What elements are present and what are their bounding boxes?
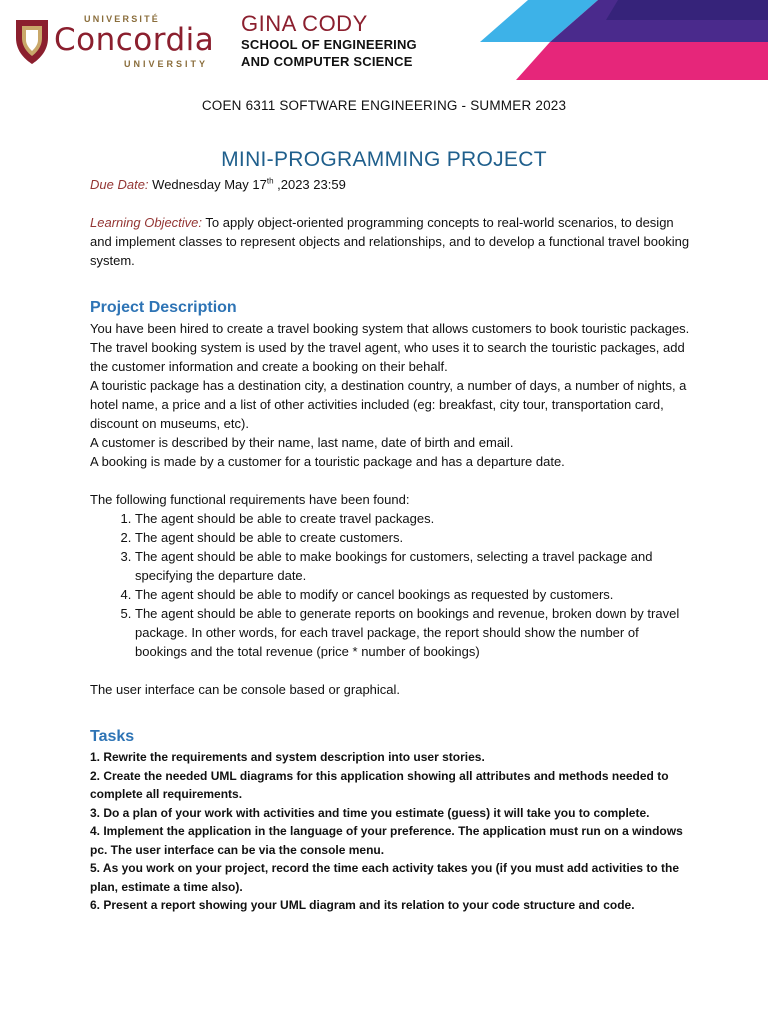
task-item: 6. Present a report showing your UML diagram and its relation to your code structure and code. bbox=[90, 898, 635, 912]
project-description-heading: Project Description bbox=[90, 299, 237, 316]
requirement-item: 2. The agent should be able to create customers. bbox=[135, 528, 690, 547]
course-line: COEN 6311 SOFTWARE ENGINEERING - SUMMER 2023 bbox=[201, 98, 567, 113]
ui-note: The user interface can be console based or graphical. bbox=[90, 682, 401, 697]
requirement-item: 1. The agent should be able to create travel packages. bbox=[135, 509, 690, 528]
logo-wordmark: Concordia bbox=[54, 22, 215, 58]
tasks-heading: Tasks bbox=[90, 728, 135, 745]
due-date-label: Due Date: bbox=[90, 177, 149, 192]
task-item: 3. Do a plan of your work with activities and time you estimate (guess) it will take you to complete. bbox=[90, 805, 650, 820]
school-name: GINA CODY bbox=[241, 11, 368, 36]
header-banner-graphic bbox=[458, 0, 768, 80]
task-item: 1. Rewrite the requirements and system description into user stories. bbox=[90, 750, 485, 764]
task-item: 5. As you work on your project, record the time each activity takes you (if you must add activities to the plan, estimate a time also). bbox=[90, 861, 680, 894]
tasks-list bbox=[90, 748, 690, 915]
project-paragraph-3: A customer is described by their name, last name, date of birth and email. bbox=[90, 435, 514, 450]
due-date-line bbox=[90, 175, 690, 194]
requirement-item: 5. The agent should be able to generate reports on bookings and revenue, broken down by travel package. In other words, for each travel package, the report should show the number of bookings and the total revenue (price * number of bookings) bbox=[135, 604, 690, 661]
requirements-list bbox=[90, 509, 690, 661]
learning-objective-label: Learning Objective: bbox=[90, 215, 203, 230]
task-item: 2. Create the needed UML diagrams for this application showing all attributes and methods needed to complete all requirements. bbox=[90, 768, 669, 801]
logo-bottom-text: UNIVERSITY bbox=[124, 59, 209, 69]
learning-objective-text: To apply object-oriented programming concepts to real-world scenarios, to design and implement classes to represent objects and relationships, and to develop a functional travel booking system. bbox=[90, 215, 690, 268]
page-title: MINI-PROGRAMMING PROJECT bbox=[221, 148, 547, 171]
school-line-1: SCHOOL OF ENGINEERING bbox=[241, 37, 417, 52]
document-body bbox=[90, 175, 690, 915]
due-date-year-time: ,2023 23:59 bbox=[273, 177, 346, 192]
school-line-2: AND COMPUTER SCIENCE bbox=[241, 54, 413, 69]
project-paragraph-2: A touristic package has a destination city, a destination country, a number of days, a number of nights, a hotel name, a price and a list of other activities included (eg: breakfast, city tour, transportation card, discount on museums, etc). bbox=[90, 378, 687, 431]
project-paragraph-4: A booking is made by a customer for a touristic package and has a departure date. bbox=[90, 454, 565, 469]
concordia-shield-icon bbox=[14, 16, 50, 66]
school-name-block bbox=[241, 12, 417, 70]
due-date-value: Wednesday May 17 bbox=[152, 177, 267, 192]
learning-objective bbox=[90, 213, 690, 270]
task-item: 4. Implement the application in the language of your preference. The application must run on a windows pc. The user interface can be via the console menu. bbox=[90, 824, 683, 857]
logo-top-text: UNIVERSITÉ bbox=[84, 14, 161, 24]
page-header bbox=[0, 0, 768, 80]
due-date-suffix: th bbox=[266, 176, 274, 186]
requirement-item: 4. The agent should be able to modify or cancel bookings as requested by customers. bbox=[135, 585, 690, 604]
requirement-item: 3. The agent should be able to make bookings for customers, selecting a travel package and specifying the departure date. bbox=[135, 547, 690, 585]
concordia-logo bbox=[14, 14, 219, 70]
project-paragraph-1: You have been hired to create a travel booking system that allows customers to book touristic packages. The travel booking system is used by the travel agent, who uses it to search the touristic packages, add the customer information and create a booking on their behalf. bbox=[90, 321, 690, 374]
requirements-intro: The following functional requirements have been found: bbox=[90, 492, 410, 507]
